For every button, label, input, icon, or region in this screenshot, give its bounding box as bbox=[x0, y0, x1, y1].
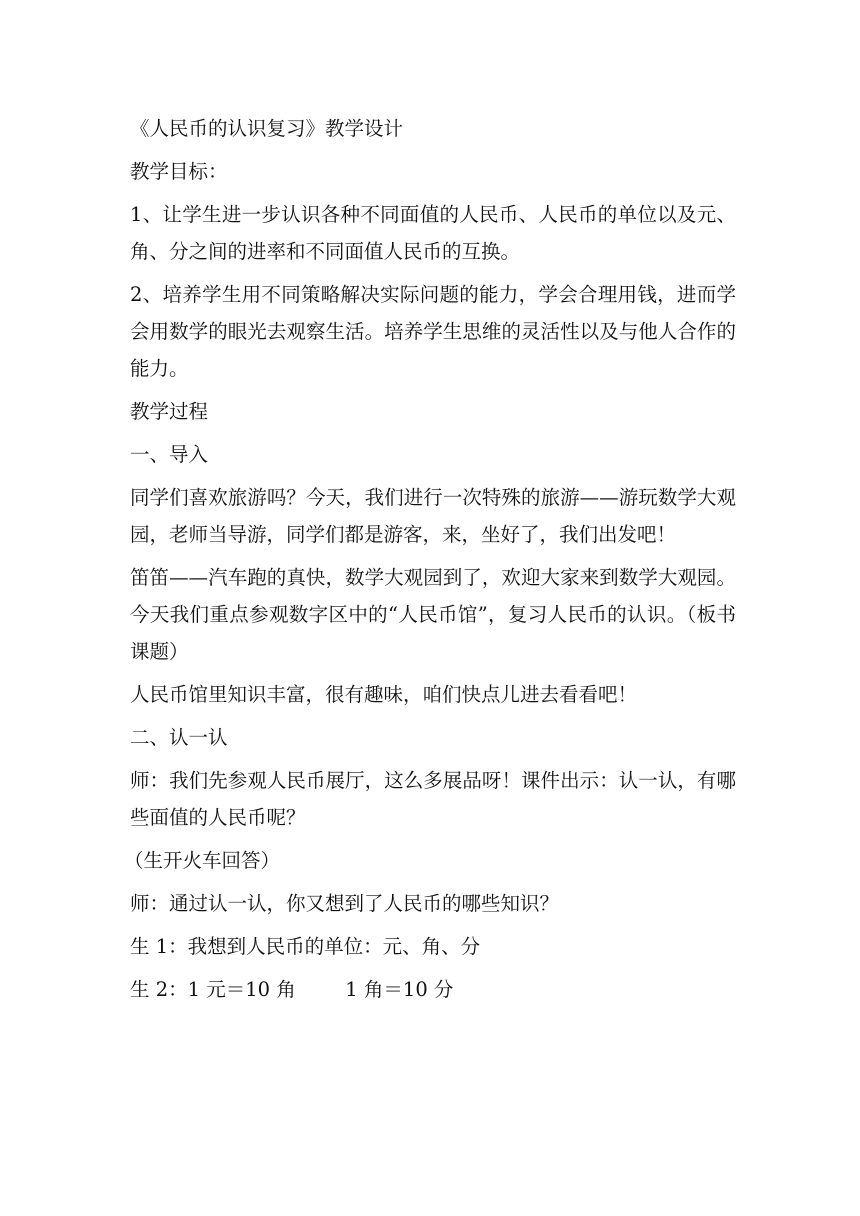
heading-teaching-process: 教学过程 bbox=[130, 400, 209, 423]
goal-item-2: 2、培养学生用不同策略解决实际问题的能力，学会合理用钱，进而学会用数学的眼光去观察生活。培养学生思维的灵活性以及与他人合作的能力。 bbox=[130, 283, 736, 380]
heading-teaching-goals: 教学目标： bbox=[130, 160, 228, 183]
teacher-line-1: 师：我们先参观人民币展厅，这么多展品呀！课件出示：认一认，有哪些面值的人民币呢？ bbox=[130, 769, 736, 829]
student-answer-2: 生 2：1 元＝10 角 1 角＝10 分 bbox=[130, 978, 454, 1001]
intro-paragraph-1: 同学们喜欢旅游吗？今天，我们进行一次特殊的旅游——游玩数学大观园，老师当导游，同学们都是游客，来，坐好了，我们出发吧！ bbox=[130, 486, 736, 546]
section-heading-recognize: 二、认一认 bbox=[130, 726, 228, 749]
intro-paragraph-3: 人民币馆里知识丰富，很有趣味，咱们快点儿进去看看吧！ bbox=[130, 683, 638, 706]
student-note: （生开火车回答） bbox=[124, 849, 281, 872]
goal-item-1: 1、让学生进一步认识各种不同面值的人民币、人民币的单位以及元、角、分之间的进率和不同面值人民币的互换。 bbox=[130, 203, 736, 263]
teacher-line-2: 师：通过认一认，你又想到了人民币的哪些知识？ bbox=[130, 892, 560, 915]
student-answer-1: 生 1：我想到人民币的单位：元、角、分 bbox=[130, 935, 481, 958]
section-heading-intro: 一、导入 bbox=[130, 443, 209, 466]
document-title: 《人民币的认识复习》教学设计 bbox=[130, 117, 404, 140]
intro-paragraph-2: 笛笛——汽车跑的真快，数学大观园到了，欢迎大家来到数学大观园。今天我们重点参观数字区中的“人民币馆”，复习人民币的认识。（板书课题） bbox=[130, 566, 736, 663]
document-page bbox=[124, 110, 736, 1014]
